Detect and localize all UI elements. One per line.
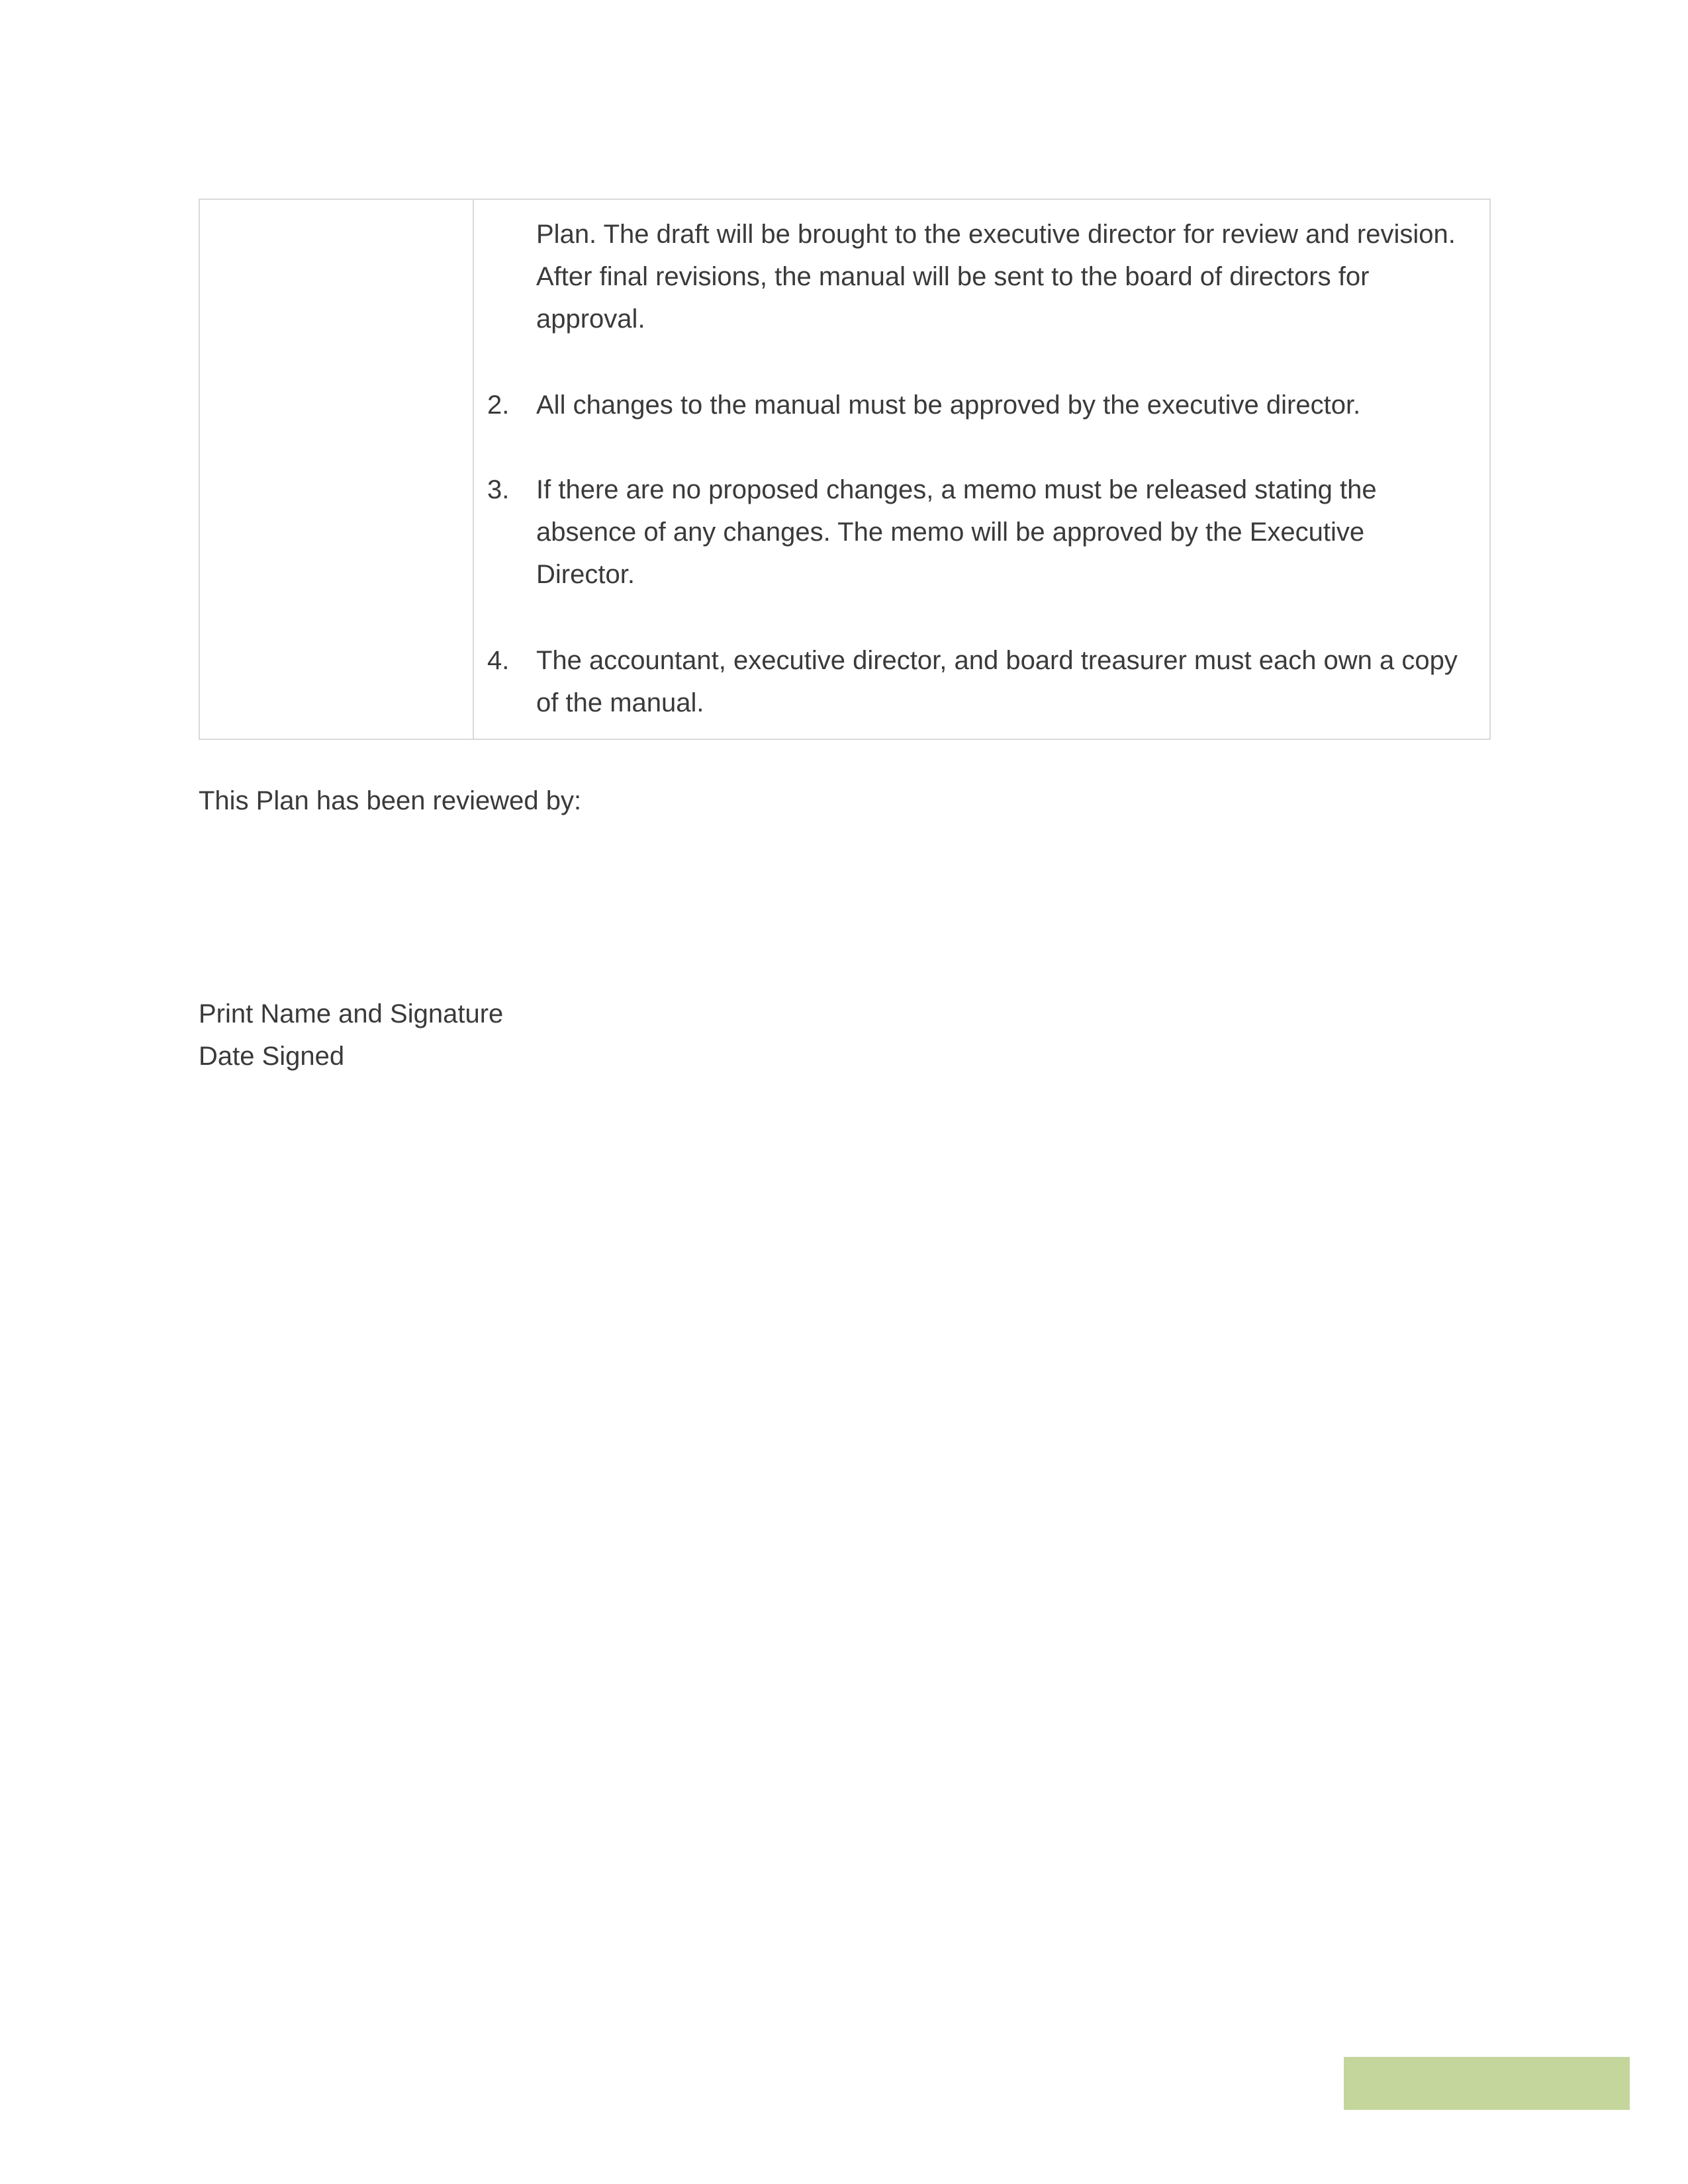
list-item (474, 469, 1463, 596)
list-item (474, 639, 1463, 724)
list-item-text: The accountant, executive director, and board treasurer must each own a copy of the manual. (536, 646, 1458, 717)
table-right-cell (474, 200, 1489, 739)
list-item-text: Plan. The draft will be brought to the executive director for review and revision. After final revisions, the manual will be sent to the board of directors for approval. (536, 220, 1456, 334)
reviewed-by-text: This Plan has been reviewed by: (199, 786, 582, 815)
table-left-cell (200, 200, 474, 739)
footer-accent-bar (1344, 2057, 1630, 2110)
policy-table (199, 199, 1491, 740)
list-item (474, 384, 1463, 426)
list-item-text: All changes to the manual must be approved by the executive director. (536, 390, 1361, 420)
date-signed-label: Date Signed (199, 1042, 345, 1071)
list-item-number: 2. (487, 390, 510, 420)
list-item-number: 4. (487, 646, 510, 675)
list-item (474, 213, 1463, 340)
list-item-number: 3. (487, 475, 510, 504)
list-item-text: If there are no proposed changes, a memo must be released stating the absence of any changes. The memo will be approved by the Executive Director. (536, 475, 1377, 589)
signature-label: Print Name and Signature (199, 999, 504, 1028)
